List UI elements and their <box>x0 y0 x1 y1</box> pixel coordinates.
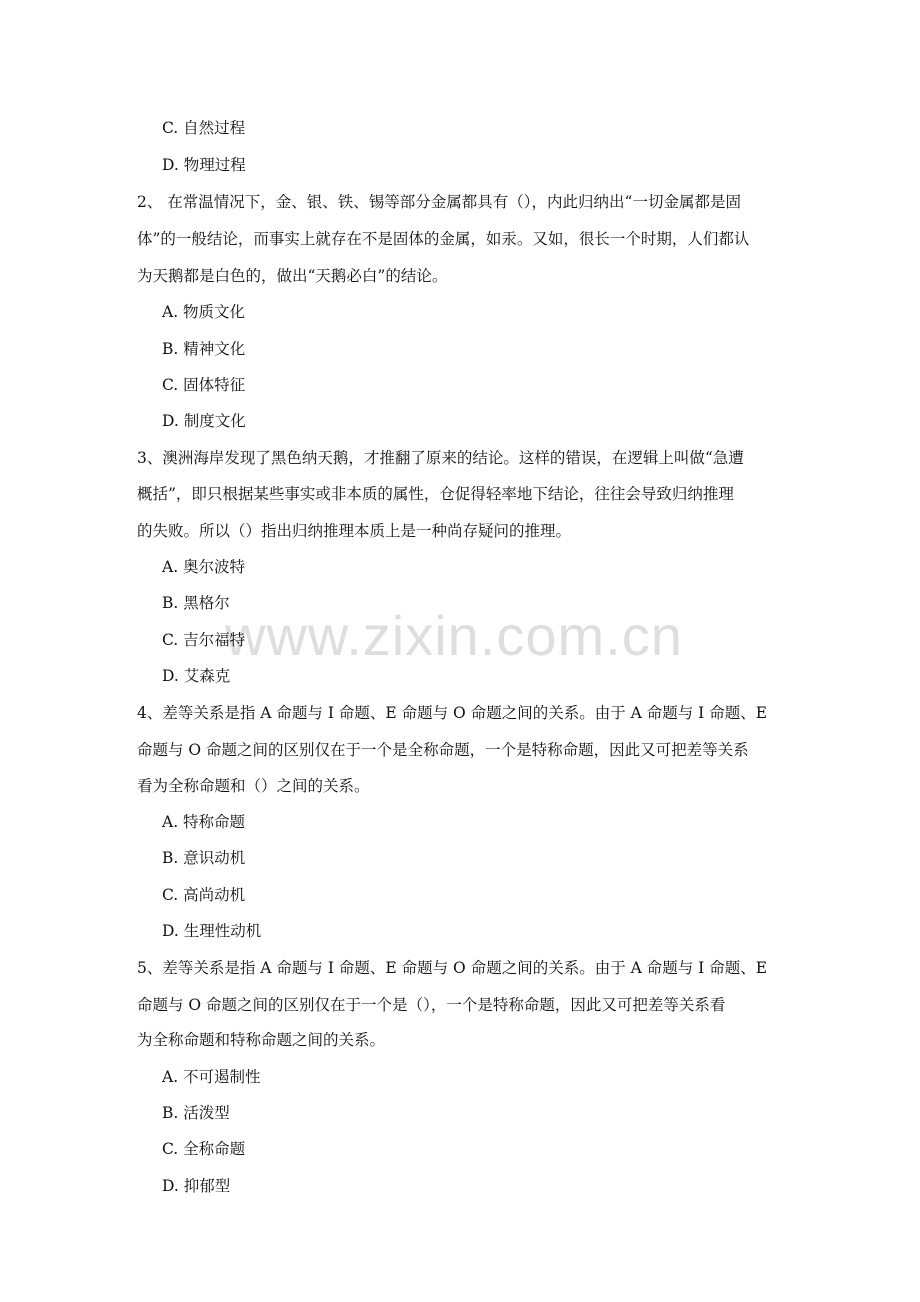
q2-option-b: B. 精神文化 <box>162 340 246 358</box>
q3-option-c: C. 吉尔福特 <box>162 631 246 649</box>
q1-option-c: C. 自然过程 <box>162 119 246 137</box>
q2-stem-line-2: 体”的一般结论，而事实上就存在不是固体的金属，如汞。又如，很长一个时期，人们都认 <box>137 230 750 248</box>
q3-option-a: A. 奥尔波特 <box>162 558 246 576</box>
q3-stem-line-3: 的失败。所以（）指出归纳推理本质上是一种尚存疑问的推理。 <box>137 522 572 540</box>
q4-option-b: B. 意识动机 <box>162 849 246 867</box>
q3-stem-line-1: 3、澳洲海岸发现了黑色纳天鹅，才推翻了原来的结论。这样的错误，在逻辑上叫做“急遭 <box>137 449 744 467</box>
q2-stem-line-1: 2、 在常温情况下，金、银、铁、锡等部分金属都具有（），内此归纳出“一切金属都是固 <box>137 193 741 211</box>
q5-stem-line-3: 为全称命题和特称命题之间的关系。 <box>137 1031 386 1049</box>
q3-stem-line-2: 概括”，即只根据某些事实或非本质的属性，仓促得轻率地下结论，往往会导致归纳推理 <box>137 485 734 503</box>
q4-option-c: C. 高尚动机 <box>162 886 246 904</box>
q4-stem-line-2: 命题与 O 命题之间的区别仅在于一个是全称命题，一个是特称命题，因此又可把差等关系 <box>137 741 749 759</box>
q5-option-b: B. 活泼型 <box>162 1104 230 1122</box>
q3-option-d: D. 艾森克 <box>162 667 231 685</box>
q5-stem-line-1: 5、差等关系是指 A 命题与 I 命题、E 命题与 O 命题之间的关系。由于 A 命题与 I 命题、E <box>137 959 768 977</box>
q2-option-c: C. 固体特征 <box>162 376 246 394</box>
q5-option-d: D. 抑郁型 <box>162 1177 231 1195</box>
q1-option-d: D. 物理过程 <box>162 156 246 174</box>
q2-stem-line-3: 为天鹅都是白色的，做出“天鹅必白”的结论。 <box>137 267 448 285</box>
q4-option-d: D. 生理性动机 <box>162 922 262 940</box>
q2-option-a: A. 物质文化 <box>162 303 246 321</box>
q4-option-a: A. 特称命题 <box>162 813 246 831</box>
q4-stem-line-1: 4、差等关系是指 A 命题与 I 命题、E 命题与 O 命题之间的关系。由于 A 命题与 I 命题、E <box>137 704 768 722</box>
q5-stem-line-2: 命题与 O 命题之间的区别仅在于一个是（），一个是特称命题，因此又可把差等关系看 <box>137 996 726 1014</box>
q5-option-a: A. 不可遏制性 <box>162 1068 261 1086</box>
q3-option-b: B. 黑格尔 <box>162 594 230 612</box>
q5-option-c: C. 全称命题 <box>162 1140 246 1158</box>
q2-option-d: D. 制度文化 <box>162 412 246 430</box>
q4-stem-line-3: 看为全称命题和（）之间的关系。 <box>137 777 370 795</box>
watermark: www.zixin.com.cn <box>225 604 683 667</box>
